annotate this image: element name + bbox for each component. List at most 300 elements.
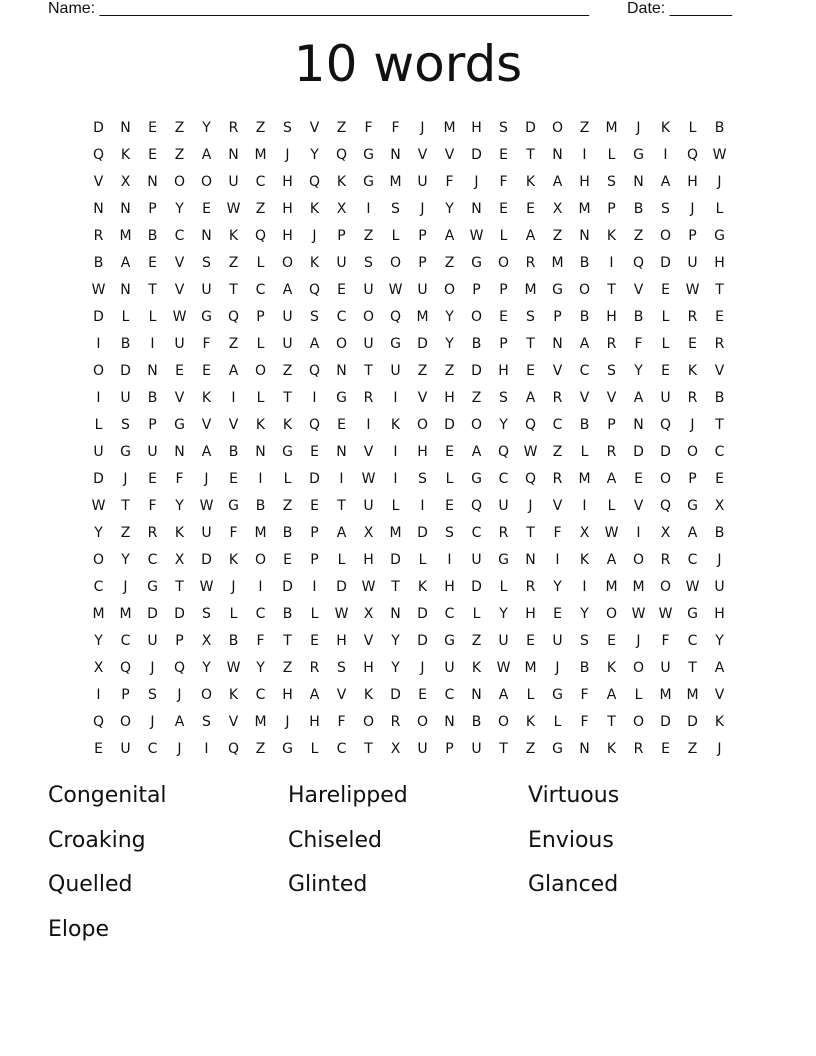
grid-letter: O: [254, 551, 267, 568]
word-list-item: Chiseled: [288, 827, 383, 853]
grid-letter: V: [174, 389, 185, 406]
grid-letter: H: [579, 173, 590, 190]
grid-letter: S: [337, 659, 346, 676]
grid-letter: I: [582, 146, 587, 163]
grid-letter: K: [336, 173, 347, 190]
grid-letter: B: [633, 308, 644, 325]
grid-letter: U: [201, 281, 212, 298]
grid-letter: V: [633, 497, 644, 514]
grid-letter: C: [255, 173, 266, 190]
grid-letter: N: [147, 173, 158, 190]
grid-letter: D: [633, 443, 644, 460]
grid-letter: V: [93, 173, 104, 190]
grid-letter: Y: [499, 605, 508, 622]
grid-letter: S: [526, 308, 535, 325]
grid-letter: L: [580, 443, 589, 460]
grid-letter: H: [282, 200, 293, 217]
grid-letter: H: [282, 686, 293, 703]
grid-letter: Z: [525, 740, 536, 757]
grid-letter: P: [175, 632, 184, 649]
grid-letter: Q: [524, 416, 537, 433]
grid-letter: W: [523, 443, 538, 460]
grid-letter: E: [445, 497, 454, 514]
grid-letter: A: [201, 443, 212, 460]
grid-letter: E: [310, 497, 319, 514]
grid-letter: D: [660, 713, 671, 730]
grid-letter: L: [256, 254, 265, 271]
grid-letter: K: [228, 227, 239, 244]
grid-letter: S: [121, 416, 130, 433]
grid-letter: D: [390, 551, 401, 568]
grid-letter: Y: [499, 416, 508, 433]
grid-letter: K: [309, 200, 320, 217]
grid-letter: P: [310, 524, 319, 541]
grid-letter: G: [714, 227, 725, 244]
grid-letter: A: [687, 524, 698, 541]
grid-letter: M: [605, 578, 618, 595]
grid-letter: L: [472, 605, 481, 622]
grid-letter: K: [579, 551, 590, 568]
grid-letter: D: [336, 578, 347, 595]
grid-letter: E: [526, 362, 535, 379]
grid-letter: J: [177, 686, 182, 703]
grid-letter: E: [445, 443, 454, 460]
grid-letter: D: [309, 470, 320, 487]
grid-letter: X: [336, 200, 347, 217]
grid-letter: L: [310, 740, 319, 757]
grid-letter: Q: [227, 740, 240, 757]
grid-letter: U: [120, 740, 131, 757]
grid-letter: C: [687, 632, 698, 649]
grid-letter: F: [175, 470, 184, 487]
grid-letter: I: [636, 524, 641, 541]
grid-letter: E: [310, 632, 319, 649]
grid-letter: A: [525, 227, 536, 244]
grid-letter: I: [393, 470, 398, 487]
grid-letter: R: [687, 389, 698, 406]
grid-letter: N: [579, 227, 590, 244]
grid-letter: U: [660, 389, 671, 406]
grid-letter: F: [445, 173, 454, 190]
grid-letter: D: [417, 605, 428, 622]
grid-letter: H: [444, 389, 455, 406]
grid-letter: Q: [524, 470, 537, 487]
grid-letter: V: [579, 389, 590, 406]
grid-letter: X: [363, 524, 374, 541]
grid-letter: L: [283, 470, 292, 487]
grid-letter: T: [391, 578, 400, 595]
grid-letter: O: [497, 254, 510, 271]
grid-letter: Y: [94, 632, 103, 649]
grid-letter: Y: [121, 551, 130, 568]
grid-letter: H: [282, 227, 293, 244]
grid-letter: X: [390, 740, 401, 757]
grid-letter: F: [499, 173, 508, 190]
grid-letter: R: [498, 524, 509, 541]
grid-letter: R: [633, 740, 644, 757]
grid-letter: I: [420, 497, 425, 514]
grid-letter: S: [580, 632, 589, 649]
grid-letter: C: [255, 281, 266, 298]
grid-letter: D: [471, 578, 482, 595]
grid-letter: O: [200, 686, 213, 703]
grid-letter: K: [309, 254, 320, 271]
grid-letter: T: [526, 146, 535, 163]
grid-letter: Y: [175, 497, 184, 514]
grid-letter: I: [555, 551, 560, 568]
grid-letter: M: [389, 524, 402, 541]
grid-letter: U: [687, 254, 698, 271]
grid-letter: Y: [445, 335, 454, 352]
grid-letter: B: [147, 227, 158, 244]
grid-letter: E: [337, 416, 346, 433]
grid-letter: P: [553, 308, 562, 325]
grid-letter: U: [417, 281, 428, 298]
grid-letter: I: [204, 740, 209, 757]
grid-letter: D: [417, 524, 428, 541]
grid-letter: E: [337, 281, 346, 298]
word-list-item: Virtuous: [528, 783, 620, 808]
grid-letter: G: [552, 686, 563, 703]
grid-letter: Z: [552, 227, 563, 244]
grid-letter: O: [632, 551, 645, 568]
grid-letter: E: [148, 119, 157, 136]
grid-letter: D: [201, 551, 212, 568]
grid-letter: P: [499, 335, 508, 352]
grid-letter: D: [471, 146, 482, 163]
grid-letter: F: [634, 335, 643, 352]
grid-letter: E: [661, 740, 670, 757]
grid-letter: P: [445, 740, 454, 757]
grid-letter: Y: [175, 200, 184, 217]
grid-letter: Q: [173, 659, 186, 676]
grid-letter: O: [551, 119, 564, 136]
grid-letter: N: [471, 200, 482, 217]
grid-letter: V: [633, 281, 644, 298]
grid-letter: Z: [417, 362, 428, 379]
grid-letter: G: [363, 146, 374, 163]
grid-letter: P: [310, 551, 319, 568]
grid-letter: K: [120, 146, 131, 163]
grid-letter: N: [255, 443, 266, 460]
grid-letter: E: [310, 443, 319, 460]
grid-letter: D: [471, 362, 482, 379]
grid-letter: L: [634, 686, 643, 703]
grid-letter: Q: [470, 497, 483, 514]
grid-letter: R: [552, 389, 563, 406]
grid-letter: V: [363, 632, 374, 649]
grid-letter: I: [447, 551, 452, 568]
grid-letter: I: [312, 578, 317, 595]
grid-letter: P: [688, 470, 697, 487]
date-field-label: Date: _______: [627, 0, 732, 17]
grid-letter: V: [714, 686, 725, 703]
grid-letter: T: [688, 659, 697, 676]
grid-letter: M: [254, 713, 267, 730]
grid-letter: U: [174, 335, 185, 352]
grid-letter: R: [390, 713, 401, 730]
grid-letter: N: [336, 443, 347, 460]
grid-letter: U: [147, 443, 158, 460]
grid-letter: A: [201, 146, 212, 163]
grid-letter: V: [714, 362, 725, 379]
grid-letter: G: [147, 578, 158, 595]
grid-letter: Z: [579, 119, 590, 136]
grid-letter: J: [312, 227, 317, 244]
grid-letter: E: [634, 470, 643, 487]
grid-letter: R: [606, 335, 617, 352]
grid-letter: H: [363, 551, 374, 568]
grid-letter: A: [606, 470, 617, 487]
grid-letter: E: [499, 146, 508, 163]
grid-letter: A: [552, 173, 563, 190]
grid-letter: K: [660, 119, 671, 136]
grid-letter: I: [96, 686, 101, 703]
grid-letter: D: [120, 362, 131, 379]
grid-letter: L: [418, 551, 427, 568]
grid-letter: M: [578, 470, 591, 487]
grid-letter: J: [420, 119, 425, 136]
grid-letter: R: [147, 524, 158, 541]
grid-letter: X: [120, 173, 131, 190]
grid-letter: U: [498, 497, 509, 514]
grid-letter: A: [633, 389, 644, 406]
grid-letter: N: [201, 227, 212, 244]
grid-letter: W: [361, 470, 376, 487]
grid-letter: M: [416, 308, 429, 325]
grid-letter: H: [336, 632, 347, 649]
grid-letter: L: [256, 335, 265, 352]
grid-letter: X: [714, 497, 725, 514]
grid-letter: Z: [687, 740, 698, 757]
grid-letter: O: [443, 281, 456, 298]
grid-letter: N: [174, 443, 185, 460]
grid-letter: C: [336, 308, 347, 325]
grid-letter: P: [418, 227, 427, 244]
grid-letter: E: [553, 605, 562, 622]
grid-letter: W: [172, 308, 187, 325]
grid-letter: J: [555, 659, 560, 676]
grid-letter: K: [255, 416, 266, 433]
grid-letter: G: [552, 281, 563, 298]
grid-letter: D: [93, 119, 104, 136]
grid-letter: O: [632, 713, 645, 730]
grid-letter: Z: [282, 659, 293, 676]
grid-letter: G: [282, 443, 293, 460]
grid-letter: S: [310, 308, 319, 325]
grid-letter: Q: [308, 173, 321, 190]
grid-letter: Q: [254, 227, 267, 244]
grid-letter: T: [364, 362, 373, 379]
grid-letter: Z: [228, 254, 239, 271]
grid-letter: N: [120, 200, 131, 217]
grid-letter: Y: [310, 146, 319, 163]
grid-letter: A: [282, 281, 293, 298]
grid-letter: F: [364, 119, 373, 136]
grid-letter: U: [93, 443, 104, 460]
grid-letter: O: [659, 470, 672, 487]
grid-letter: O: [605, 605, 618, 622]
grid-letter: U: [552, 632, 563, 649]
grid-letter: F: [661, 632, 670, 649]
grid-letter: B: [714, 119, 725, 136]
grid-letter: M: [92, 605, 105, 622]
grid-letter: C: [444, 686, 455, 703]
grid-letter: D: [417, 632, 428, 649]
grid-letter: O: [632, 659, 645, 676]
grid-letter: N: [444, 713, 455, 730]
grid-letter: J: [285, 146, 290, 163]
grid-letter: J: [474, 173, 479, 190]
grid-letter: V: [309, 119, 320, 136]
grid-letter: M: [524, 659, 537, 676]
grid-letter: I: [96, 335, 101, 352]
grid-letter: H: [444, 578, 455, 595]
grid-letter: W: [199, 497, 214, 514]
grid-letter: L: [607, 497, 616, 514]
grid-letter: W: [631, 605, 646, 622]
grid-letter: G: [687, 605, 698, 622]
grid-letter: S: [607, 362, 616, 379]
grid-letter: V: [417, 389, 428, 406]
grid-letter: S: [607, 173, 616, 190]
grid-letter: Z: [471, 632, 482, 649]
grid-letter: I: [366, 416, 371, 433]
grid-letter: W: [199, 578, 214, 595]
grid-letter: E: [175, 362, 184, 379]
grid-letter: W: [685, 281, 700, 298]
grid-letter: T: [607, 281, 616, 298]
grid-letter: L: [688, 119, 697, 136]
grid-letter: C: [579, 362, 590, 379]
grid-letter: W: [226, 659, 241, 676]
grid-letter: A: [444, 227, 455, 244]
grid-letter: B: [255, 497, 266, 514]
grid-letter: V: [363, 443, 374, 460]
grid-letter: R: [606, 443, 617, 460]
grid-letter: B: [633, 200, 644, 217]
grid-letter: L: [121, 308, 130, 325]
grid-letter: V: [228, 713, 239, 730]
grid-letter: Y: [391, 659, 400, 676]
grid-letter: K: [282, 416, 293, 433]
grid-letter: O: [200, 173, 213, 190]
grid-letter: P: [256, 308, 265, 325]
grid-letter: V: [201, 416, 212, 433]
grid-letter: I: [96, 389, 101, 406]
grid-letter: M: [389, 173, 402, 190]
grid-letter: A: [714, 659, 725, 676]
grid-letter: V: [417, 146, 428, 163]
grid-letter: P: [607, 416, 616, 433]
grid-letter: A: [579, 335, 590, 352]
grid-letter: C: [471, 524, 482, 541]
grid-letter: O: [686, 443, 699, 460]
grid-letter: S: [202, 254, 211, 271]
grid-letter: X: [201, 632, 212, 649]
grid-letter: U: [363, 281, 374, 298]
grid-letter: E: [526, 632, 535, 649]
grid-letter: W: [712, 146, 727, 163]
grid-letter: E: [418, 686, 427, 703]
grid-letter: L: [526, 686, 535, 703]
grid-letter: B: [228, 443, 239, 460]
grid-letter: L: [661, 335, 670, 352]
grid-letter: E: [499, 308, 508, 325]
grid-letter: Z: [282, 497, 293, 514]
grid-letter: X: [552, 200, 563, 217]
grid-letter: U: [147, 632, 158, 649]
grid-letter: W: [91, 281, 106, 298]
grid-letter: K: [201, 389, 212, 406]
grid-letter: K: [606, 740, 617, 757]
grid-letter: H: [714, 254, 725, 271]
grid-letter: C: [255, 605, 266, 622]
grid-letter: Y: [94, 524, 103, 541]
grid-letter: G: [201, 308, 212, 325]
grid-letter: R: [687, 308, 698, 325]
grid-letter: U: [390, 362, 401, 379]
grid-letter: C: [498, 470, 509, 487]
grid-letter: W: [226, 200, 241, 217]
grid-letter: Q: [686, 146, 699, 163]
grid-letter: T: [715, 281, 724, 298]
grid-letter: V: [174, 254, 185, 271]
grid-letter: H: [471, 119, 482, 136]
grid-letter: Y: [256, 659, 265, 676]
grid-letter: A: [174, 713, 185, 730]
grid-letter: Q: [308, 416, 321, 433]
grid-letter: O: [470, 308, 483, 325]
grid-letter: T: [337, 497, 346, 514]
grid-letter: O: [497, 713, 510, 730]
grid-letter: S: [148, 686, 157, 703]
grid-letter: D: [525, 119, 536, 136]
word-list-item: Envious: [528, 827, 614, 853]
grid-letter: B: [471, 713, 482, 730]
grid-letter: Z: [552, 443, 563, 460]
grid-letter: Z: [633, 227, 644, 244]
grid-letter: A: [606, 686, 617, 703]
grid-letter: P: [499, 281, 508, 298]
grid-letter: G: [444, 632, 455, 649]
grid-letter: F: [580, 686, 589, 703]
grid-letter: A: [228, 362, 239, 379]
grid-letter: D: [174, 605, 185, 622]
grid-letter: C: [687, 551, 698, 568]
grid-letter: M: [119, 605, 132, 622]
grid-letter: G: [120, 443, 131, 460]
grid-letter: L: [553, 713, 562, 730]
grid-letter: G: [363, 173, 374, 190]
grid-letter: Q: [497, 443, 510, 460]
grid-letter: S: [499, 389, 508, 406]
grid-letter: G: [552, 740, 563, 757]
grid-letter: O: [119, 713, 132, 730]
grid-letter: N: [390, 605, 401, 622]
grid-letter: U: [336, 254, 347, 271]
grid-letter: Q: [308, 281, 321, 298]
grid-letter: J: [420, 200, 425, 217]
grid-letter: Y: [715, 632, 724, 649]
grid-letter: H: [363, 659, 374, 676]
grid-letter: O: [92, 362, 105, 379]
grid-letter: W: [334, 605, 349, 622]
grid-letter: Z: [120, 524, 131, 541]
grid-letter: R: [93, 227, 104, 244]
grid-letter: T: [499, 740, 508, 757]
grid-letter: W: [604, 524, 619, 541]
